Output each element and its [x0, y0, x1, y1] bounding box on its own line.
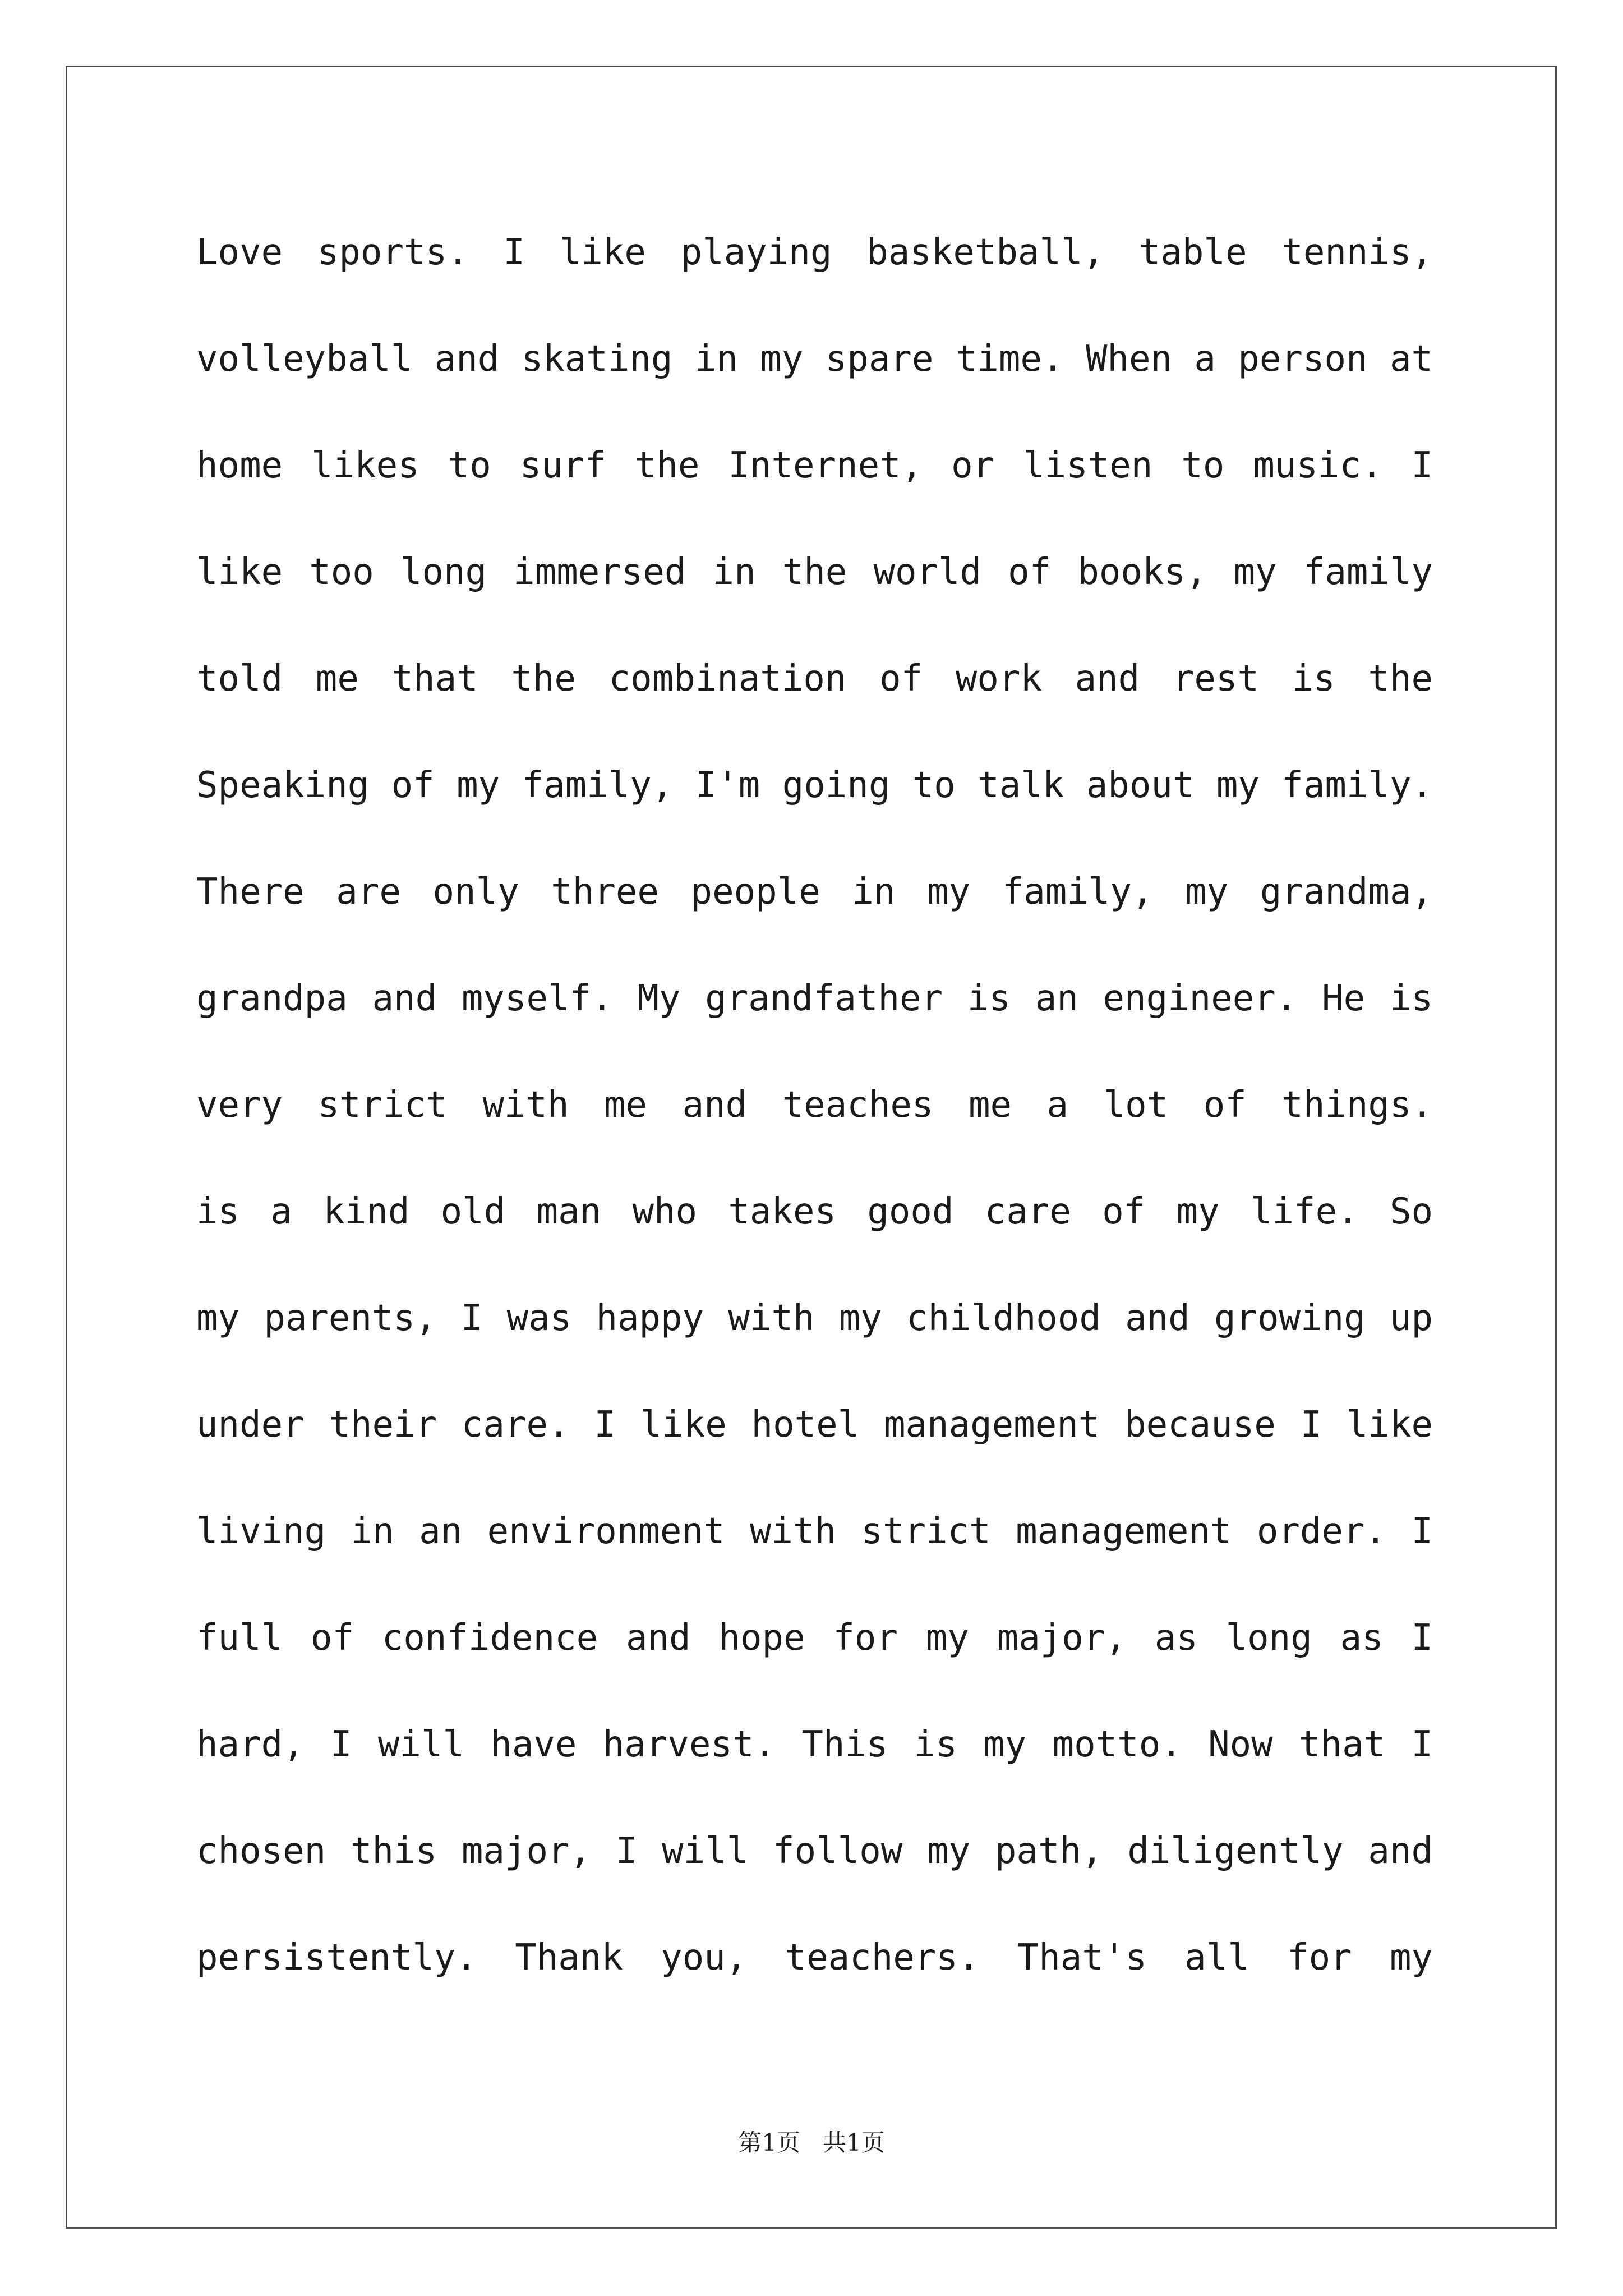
- text-line: [196, 625, 1433, 732]
- text-line-content: Speaking of my family, I'm going to talk about my family.: [196, 765, 1433, 806]
- text-line-content: chosen this major, I will follow my path, diligently and: [196, 1830, 1433, 1872]
- text-line-content: There are only three people in my family, my grandma,: [196, 871, 1433, 913]
- text-line: [196, 839, 1433, 945]
- text-line-content: very strict with me and teaches me a lot of things.: [196, 1084, 1433, 1126]
- page-number-footer: 第1页 共1页: [738, 2129, 885, 2156]
- text-line: [196, 1052, 1433, 1158]
- text-line: [196, 1904, 1433, 2011]
- text-line-content: persistently. Thank you, teachers. That's all for my: [196, 1937, 1433, 1978]
- text-line: [196, 1691, 1433, 1798]
- text-line: [196, 519, 1433, 625]
- text-line-content: under their care. I like hotel management because I like: [196, 1404, 1433, 1446]
- text-line: [196, 306, 1433, 412]
- text-line-content: volleyball and skating in my spare time. When a person at: [196, 338, 1433, 380]
- text-line: [196, 1372, 1433, 1478]
- text-line-content: living in an environment with strict management order. I: [196, 1511, 1433, 1552]
- text-line: [196, 1478, 1433, 1585]
- text-line: [196, 732, 1433, 839]
- text-line-content: told me that the combination of work and rest is the: [196, 658, 1433, 700]
- text-line-content: like too long immersed in the world of books, my family: [196, 551, 1433, 593]
- text-line: [196, 1585, 1433, 1691]
- document-body: [196, 199, 1433, 2011]
- text-line: [196, 945, 1433, 1052]
- text-line: [196, 1158, 1433, 1265]
- text-line-content: is a kind old man who takes good care of my life. So: [196, 1191, 1433, 1232]
- text-line: [196, 1798, 1433, 1904]
- text-line: [196, 1265, 1433, 1372]
- text-line-content: grandpa and myself. My grandfather is an engineer. He is: [196, 978, 1433, 1019]
- text-line: [196, 412, 1433, 519]
- text-line-content: full of confidence and hope for my major, as long as I: [196, 1617, 1433, 1659]
- text-line-content: home likes to surf the Internet, or listen to music. I: [196, 445, 1433, 486]
- text-line: [196, 199, 1433, 306]
- text-line-content: Love sports. I like playing basketball, table tennis,: [196, 232, 1433, 273]
- text-line-content: my parents, I was happy with my childhood and growing up: [196, 1297, 1433, 1339]
- text-line-content: hard, I will have harvest. This is my motto. Now that I: [196, 1724, 1433, 1765]
